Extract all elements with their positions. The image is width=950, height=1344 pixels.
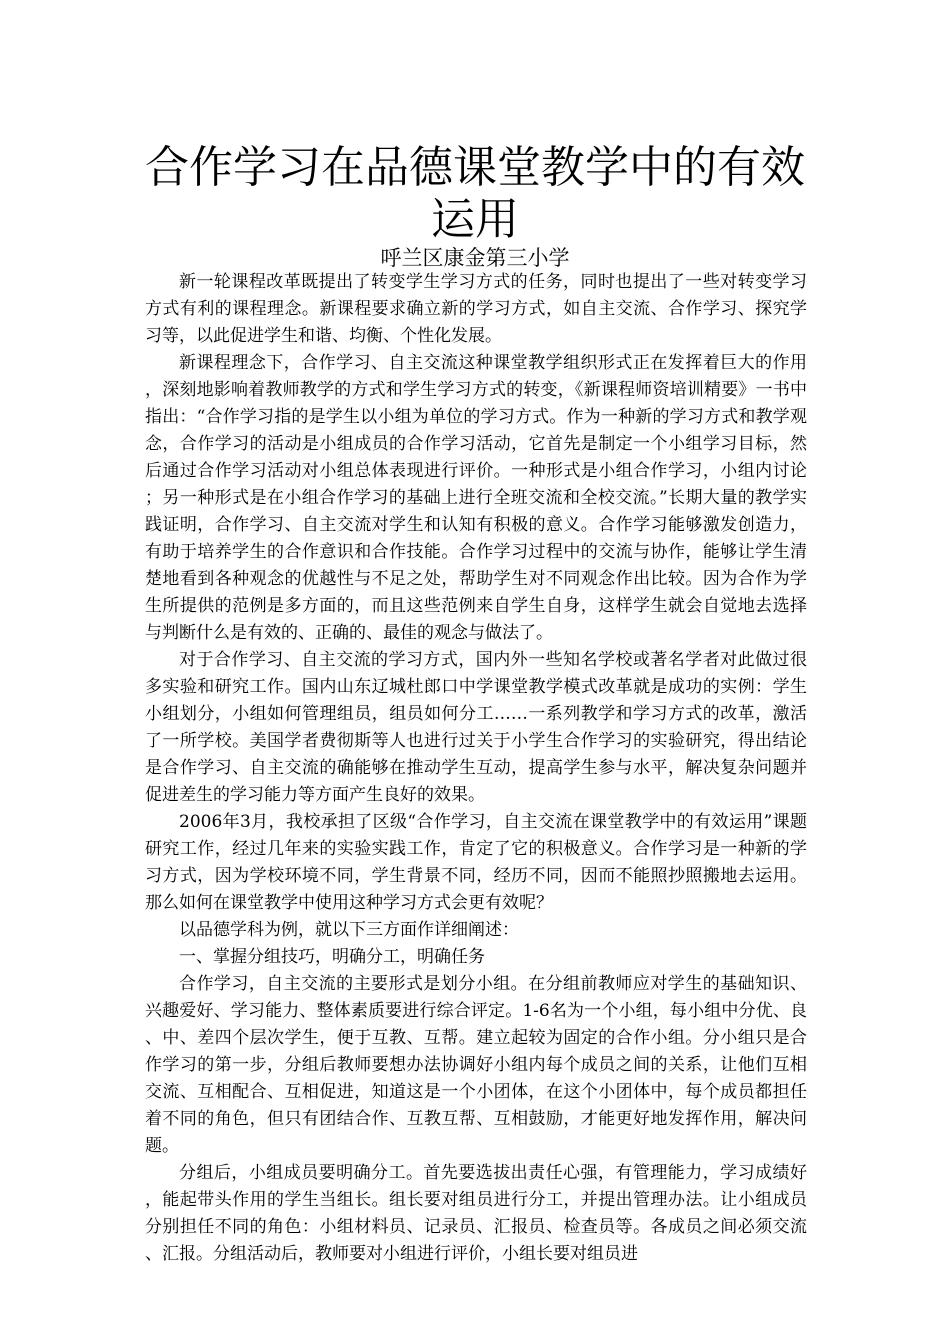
section-heading-1: 一、掌握分组技巧，明确分工，明确任务 xyxy=(179,947,485,967)
paragraph-7: 分组后，小组成员要明确分工。首先要选拔出责任心强，有管理能力，学习成绩好，能起带头作用的学生当组长。组长要对组员进行分工，并提出管理办法。让小组成员分别担任不同的角色：小组材料员、记录员、汇报员、检查员等。各成员之间必须交流、汇报。分组活动后，教师要对小组进行评价，小组长要对组员进 xyxy=(145,1163,807,1264)
paragraph-3: 对于合作学习、自主交流的学习方式，国内外一些知名学校或著名学者对此做过很多实验和研究工作。国内山东辽城杜郎口中学课堂教学模式改革就是成功的实例：学生小组划分，小组如何管理组员，组员如何分工……一系列教学和学习方式的改革，激活了一所学校。美国学者费彻斯等人也进行过关于小学生合作学习的实验研究，得出结论是合作学习、自主交流的确能够在推动学生互动，提高学生参与水平，解决复杂问题并促进差生的学习能力等方面产生良好的效果。 xyxy=(145,650,807,805)
paragraph-4: 2006年3月，我校承担了区级“合作学习，自主交流在课堂教学中的有效运用”课题研究工作，经过几年来的实验实践工作，肯定了它的积极意义。合作学习是一种新的学习方式，因为学校环境不同，学生背景不同，经历不同，因而不能照抄照搬地去运用。那么如何在课堂教学中使用这种学习方式会更有效呢？ xyxy=(145,812,807,913)
paragraph-1: 新一轮课程改革既提出了转变学生学习方式的任务，同时也提出了一些对转变学习方式有利的课程理念。新课程要求确立新的学习方式，如自主交流、合作学习、探究学习等，以此促进学生和谐、均衡、个性化发展。 xyxy=(145,272,807,346)
document-title: 合作学习在品德课堂教学中的有效运用 xyxy=(145,142,805,245)
author-line: 呼兰区康金第三小学 xyxy=(380,246,570,270)
paragraph-5: 以品德学科为例，就以下三方面作详细阐述： xyxy=(179,920,519,940)
paragraph-6: 合作学习，自主交流的主要形式是划分小组。在分组前教师应对学生的基础知识、兴趣爱好、学习能力、整体素质要进行综合评定。1-6名为一个小组，每小组中分优、良、中、差四个层次学生，便于互教、互帮。建立起较为固定的合作小组。分小组只是合作学习的第一步，分组后教师要想办法协调好小组内每个成员之间的关系，让他们互相交流、互相配合、互相促进，知道这是一个小团体，在这个小团体中，每个成员都担任着不同的角色，但只有团结合作、互教互帮、互相鼓励，才能更好地发挥作用，解决问题。 xyxy=(145,974,807,1156)
document-body xyxy=(145,269,807,1268)
paragraph-2: 新课程理念下，合作学习、自主交流这种课堂教学组织形式正在发挥着巨大的作用，深刻地影响着教师教学的方式和学生学习方式的转变，《新课程师资培训精要》一书中指出：“合作学习指的是学生以小组为单位的学习方式。作为一种新的学习方式和教学观念，合作学习的活动是小组成员的合作学习活动，它首先是制定一个小组学习目标，然后通过合作学习活动对小组总体表现进行评价。一种形式是小组合作学习，小组内讨论；另一种形式是在小组合作学习的基础上进行全班交流和全校交流。”长期大量的教学实践证明，合作学习、自主交流对学生和认知有积极的意义。合作学习能够激发创造力，有助于培养学生的合作意识和合作技能。合作学习过程中的交流与协作，能够让学生清楚地看到各种观念的优越性与不足之处，帮助学生对不同观念作出比较。因为合作为学生所提供的范例是多方面的，而且这些范例来自学生自身，这样学生就会自觉地去选择与判断什么是有效的、正确的、最佳的观念与做法了。 xyxy=(145,353,807,643)
